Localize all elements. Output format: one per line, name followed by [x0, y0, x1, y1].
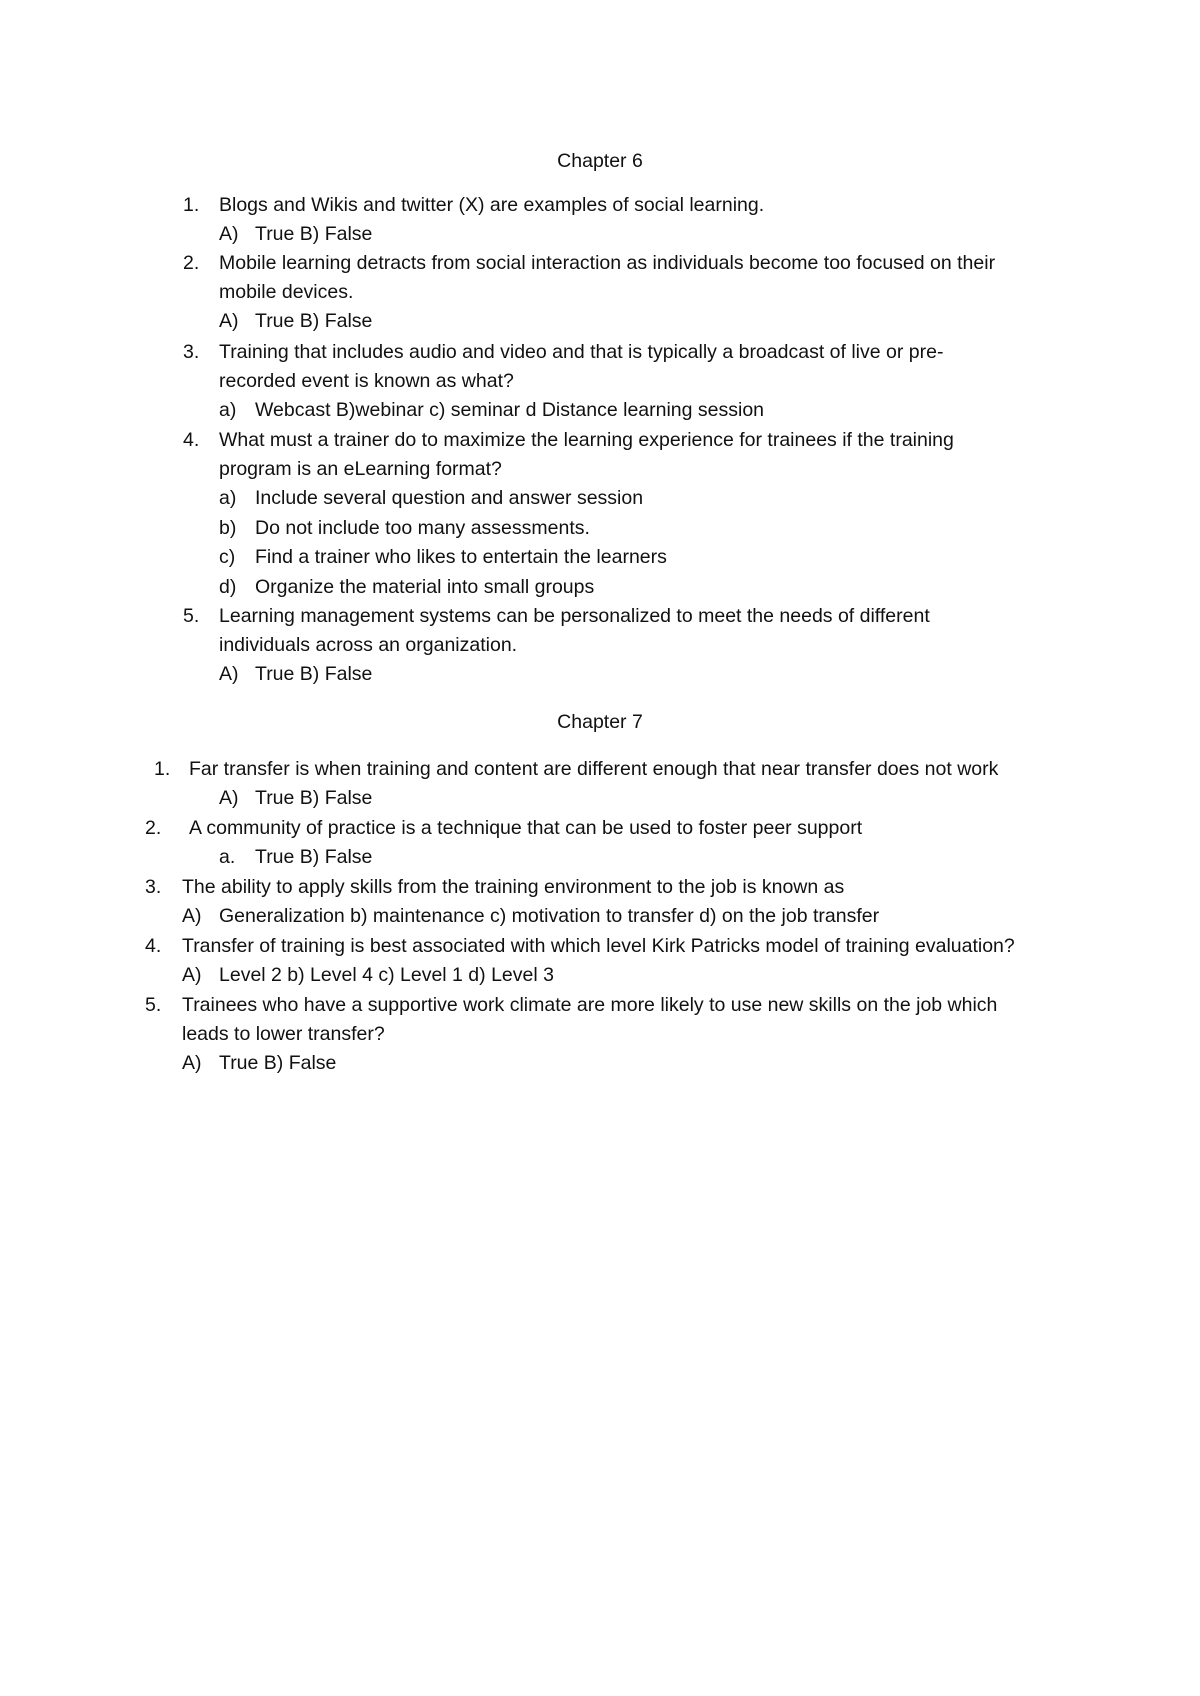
- option-marker: A): [182, 905, 202, 927]
- question-text: A community of practice is a technique that can be used to foster peer support: [189, 817, 863, 839]
- question-text-continued: leads to lower transfer?: [182, 1023, 385, 1045]
- chapter-6-heading: Chapter 6: [557, 150, 643, 172]
- question-text: Mobile learning detracts from social interaction as individuals become too focused on their: [219, 252, 996, 274]
- option-text: True B) False: [255, 846, 373, 868]
- question-text-continued: mobile devices.: [219, 281, 354, 303]
- option-text: Organize the material into small groups: [255, 576, 595, 598]
- question-text-continued: program is an eLearning format?: [219, 458, 502, 480]
- option-marker: b): [219, 517, 237, 539]
- option-text: Level 2 b) Level 4 c) Level 1 d) Level 3: [219, 964, 554, 986]
- question-number: 3.: [183, 341, 200, 363]
- question-number: 1.: [154, 758, 171, 780]
- question-number: 1.: [183, 194, 200, 216]
- option-marker: a.: [219, 846, 236, 868]
- option-marker: A): [219, 787, 239, 809]
- question-number: 4.: [145, 935, 162, 957]
- option-marker: A): [182, 964, 202, 986]
- option-marker: d): [219, 576, 237, 598]
- option-marker: A): [219, 310, 239, 332]
- option-marker: A): [219, 223, 239, 245]
- option-text: Generalization b) maintenance c) motivation to transfer d) on the job transfer: [219, 905, 880, 927]
- option-marker: A): [219, 663, 239, 685]
- option-text: Webcast B)webinar c) seminar d Distance learning session: [255, 399, 765, 421]
- option-text: Find a trainer who likes to entertain the learners: [255, 546, 667, 568]
- option-marker: A): [182, 1052, 202, 1074]
- option-text: True B) False: [255, 310, 373, 332]
- question-text: Far transfer is when training and content are different enough that near transfer does not work: [189, 758, 999, 780]
- question-number: 3.: [145, 876, 162, 898]
- question-number: 5.: [145, 994, 162, 1016]
- option-text: True B) False: [219, 1052, 337, 1074]
- question-text-continued: individuals across an organization.: [219, 634, 518, 656]
- question-text: Training that includes audio and video and that is typically a broadcast of live or pre-: [219, 341, 944, 363]
- question-text: Transfer of training is best associated with which level Kirk Patricks model of training evaluation?: [182, 935, 1015, 957]
- question-number: 2.: [145, 817, 162, 839]
- option-marker: a): [219, 487, 237, 509]
- question-text: Trainees who have a supportive work climate are more likely to use new skills on the job which: [182, 994, 998, 1016]
- question-number: 4.: [183, 429, 200, 451]
- question-text: What must a trainer do to maximize the learning experience for trainees if the training: [219, 429, 954, 451]
- question-text: Blogs and Wikis and twitter (X) are examples of social learning.: [219, 194, 765, 216]
- question-text-continued: recorded event is known as what?: [219, 370, 514, 392]
- chapter-7-heading: Chapter 7: [557, 711, 643, 733]
- question-text: Learning management systems can be personalized to meet the needs of different: [219, 605, 930, 627]
- option-text: True B) False: [255, 663, 373, 685]
- option-text: True B) False: [255, 787, 373, 809]
- option-marker: c): [219, 546, 236, 568]
- option-marker: a): [219, 399, 237, 421]
- question-number: 2.: [183, 252, 200, 274]
- option-text: Include several question and answer session: [255, 487, 644, 509]
- question-number: 5.: [183, 605, 200, 627]
- option-text: True B) False: [255, 223, 373, 245]
- option-text: Do not include too many assessments.: [255, 517, 590, 539]
- question-text: The ability to apply skills from the training environment to the job is known as: [182, 876, 845, 898]
